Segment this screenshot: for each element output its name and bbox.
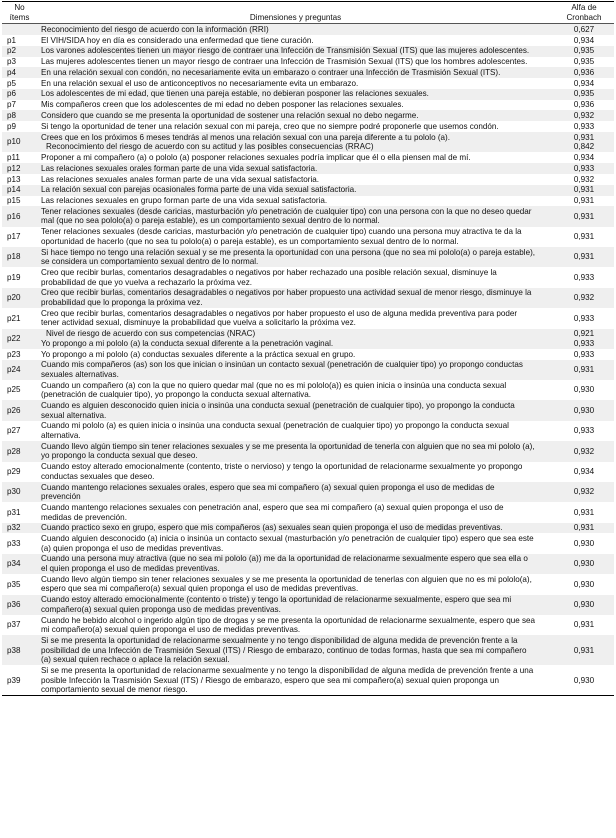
question-text: Considero que cuando se me presenta la oportunidad de sostener una relación sexual no debo negarme. <box>41 111 419 121</box>
question-text: Proponer a mi compañero (a) o pololo (a) posponer relaciones sexuales podría implicar que él o ella piensen mal de mí. <box>41 152 471 162</box>
item-alpha <box>554 462 614 482</box>
alpha-value: 0,931 <box>573 523 595 533</box>
item-question <box>37 110 554 121</box>
table-row <box>2 121 614 132</box>
table-row <box>2 35 614 46</box>
item-alpha <box>554 635 614 665</box>
item-alpha <box>554 482 614 502</box>
question-text: Cuando practico sexo en grupo, espero que mis compañeros (as) sexuales sean quien proponga el uso de medidas preventivas. <box>41 523 503 533</box>
question-text: Cuando alguien desconocido (a) inicia o insinúa un contacto sexual (masturbación y/o penetración de cualquier tipo) espero que sea este (a) quien proponga el uso de medidas preventivas. <box>41 534 534 553</box>
question-text: Las mujeres adolescentes tienen un mayor riesgo de contraer una Infección de Trasmisión Sexual (ITS) que los hombres adolescentes. <box>41 57 528 67</box>
alpha-value: 0,931 <box>573 645 595 655</box>
question-text: Tener relaciones sexuales (desde caricias, masturbación y/o penetración de cualquier tipo) con una persona con la que no deseo quedar mal (que no sea pololo(a) o pareja estable), es un comportamiento sexual dentro de lo normal. <box>41 206 532 226</box>
item-id: p30 <box>7 487 21 497</box>
header-items-line2: ítems <box>9 12 30 22</box>
item-question <box>37 380 554 400</box>
alpha-value: 0,931 <box>573 132 595 142</box>
item-id: p36 <box>7 599 21 609</box>
question-text: Cuando llevo algún tiempo sin tener relaciones sexuales y se me presenta la oportunidad de tenerlas con alguien que no es mi pololo(a), espero que sea mi compañero(a) sexual quien proponga el uso de medidas preventivas. <box>41 574 532 594</box>
alpha-value: 0,931 <box>573 196 595 206</box>
item-alpha <box>554 24 614 35</box>
table-header-row <box>2 2 614 24</box>
item-id: p15 <box>7 196 21 206</box>
item-alpha <box>554 152 614 163</box>
item-alpha <box>554 421 614 441</box>
question-text: Las relaciones sexuales en grupo forman parte de una vida sexual satisfactoria. <box>41 196 328 206</box>
table-row <box>2 78 614 89</box>
table-row <box>2 380 614 400</box>
item-question <box>37 267 554 287</box>
item-question <box>37 67 554 78</box>
alpha-value: 0,935 <box>573 46 595 56</box>
alpha-value: 0,931 <box>573 620 595 630</box>
question-text: Los varones adolescentes tienen un mayor riesgo de contraer una Infección de Transmisión Sexual (ITS) que las mujeres adolescentes. <box>41 46 530 56</box>
alpha-value: 0,933 <box>573 349 595 359</box>
item-question <box>37 502 554 522</box>
item-alpha <box>554 247 614 267</box>
question-text: Mis compañeros creen que los adolescentes de mi edad no deben posponer las relaciones sexuales. <box>41 100 404 110</box>
alpha-value: 0,933 <box>573 121 595 131</box>
item-alpha <box>554 288 614 308</box>
item-id: p35 <box>7 579 21 589</box>
alpha-value: 0,932 <box>573 174 595 184</box>
item-id: p38 <box>7 645 21 655</box>
item-alpha <box>554 533 614 553</box>
question-text: Si se me presenta la oportunidad de relacionarme sexualmente y no tengo disponibilidad de alguna medida de prevención frente a la posibilidad de una Infección de Trasmisión Sexual (ITS) / Riesgo de embarazo, continuo de todas formas, hasta que sea mi compañero (a) sexual quien rechace o aplace la relación sexual. <box>41 635 527 665</box>
dimension-title: Nivel de riesgo de acuerdo con sus competencias (NRAC) <box>46 329 256 339</box>
cronbach-alpha-table <box>2 1 614 696</box>
item-id: p19 <box>7 272 21 282</box>
alpha-value: 0,936 <box>573 67 595 77</box>
alpha-value: 0,930 <box>573 599 595 609</box>
table-row <box>2 462 614 482</box>
item-question <box>37 57 554 68</box>
item-alpha <box>554 185 614 196</box>
alpha-value: 0,933 <box>573 163 595 173</box>
item-id: p12 <box>7 163 21 173</box>
item-question <box>37 635 554 665</box>
question-text: La relación sexual con parejas ocasionales forma parte de una vida sexual satisfactoria. <box>41 185 357 195</box>
table-row <box>2 206 614 226</box>
item-alpha <box>554 57 614 68</box>
question-text: Si se me presenta la oportunidad de relacionarme sexualmente y no tengo la disponibilidad de alguna medida de prevención frente a una posible Infección la Trasmisión Sexual (ITS) / Riesgo de embarazo, espero que sea mi compañero(a) sexual quien proponga un comportamiento sexual de menor riesgo. <box>41 665 534 695</box>
item-id: p32 <box>7 523 21 533</box>
item-question <box>37 152 554 163</box>
table-row <box>2 267 614 287</box>
item-question <box>37 441 554 461</box>
item-alpha <box>554 349 614 360</box>
question-text: Crees que en los próximos 6 meses tendrás al menos una relación sexual con una pareja diferente a tu pololo (a). <box>41 132 450 142</box>
alpha-value: 0,930 <box>573 405 595 415</box>
item-alpha <box>554 574 614 594</box>
alpha-value: 0,931 <box>573 232 595 242</box>
item-id: p31 <box>7 507 21 517</box>
item-id: p29 <box>7 466 21 476</box>
item-alpha <box>554 121 614 132</box>
item-alpha <box>554 380 614 400</box>
alpha-value: 0,932 <box>573 293 595 303</box>
item-id: p28 <box>7 446 21 456</box>
header-alpha <box>554 2 614 24</box>
dimension-row <box>2 24 614 35</box>
dimension-alpha: 0,921 <box>573 329 595 339</box>
alpha-value: 0,931 <box>573 507 595 517</box>
table-row <box>2 196 614 207</box>
question-text: Cuando mantengo relaciones sexuales orales, espero que sea mi compañero (a) sexual quien proponga el uso de medidas de prevención <box>41 482 495 502</box>
item-id: p27 <box>7 426 21 436</box>
table-row <box>2 247 614 267</box>
question-text: Creo que recibir burlas, comentarios desagradables o negativos por haber propuesto el uso de alguna medida preventiva para poder tener actividad sexual, disminuye la probabilidad que vuelva a solicitarlo la próxima vez. <box>41 308 518 328</box>
item-alpha <box>554 502 614 522</box>
table-row <box>2 635 614 665</box>
item-alpha <box>554 110 614 121</box>
table-row <box>2 100 614 111</box>
table-row <box>2 554 614 574</box>
table-row <box>2 163 614 174</box>
item-alpha <box>554 67 614 78</box>
item-question <box>37 349 554 360</box>
item-id: p13 <box>7 174 21 184</box>
question-text: Cuando estoy alterado emocionalmente (contento o triste) y tengo la oportunidad de relacionarme sexualmente, espero que sea mi compañero(a) sexual quien proponga uso de medidas preventivas. <box>41 595 512 614</box>
question-text: El VIH/SIDA hoy en día es considerado una enfermedad que tiene curación. <box>41 35 314 45</box>
item-question <box>37 196 554 207</box>
table-row <box>2 329 614 349</box>
item-question <box>37 523 554 534</box>
item-question <box>37 533 554 553</box>
item-question <box>37 46 554 57</box>
question-text: Cuando es alguien desconocido quien inicia o insinúa una conducta sexual (penetración de cualquier tipo), yo propongo la conducta sexual alternativa. <box>41 401 515 420</box>
item-id: p18 <box>7 252 21 262</box>
item-alpha <box>554 267 614 287</box>
alpha-value: 0,931 <box>573 252 595 262</box>
question-text: Las relaciones sexuales orales forman parte de una vida sexual satisfactoria. <box>41 163 318 173</box>
item-id: p6 <box>7 89 17 99</box>
item-alpha <box>554 400 614 420</box>
question-text: Cuando he bebido alcohol o ingerido algún tipo de drogas y se me presenta la oportunidad de relacionarme sexualmente, espero que sea mi compañero(a) sexual quien proponga el uso de medidas preventivas. <box>41 615 536 635</box>
item-alpha <box>554 523 614 534</box>
item-alpha <box>554 360 614 380</box>
alpha-value: 0,936 <box>573 100 595 110</box>
question-text: Yo propongo a mi pololo (a) conductas sexuales diferente a la práctica sexual en grupo. <box>41 349 356 359</box>
item-id: p37 <box>7 620 21 630</box>
item-alpha <box>554 308 614 328</box>
question-text: Cuando una persona muy atractiva (que no sea mi pololo (a)) me da la oportunidad de relacionarme sexualmente espero que sea ella o el quien proponga el uso de medidas preventivas. <box>41 554 528 574</box>
item-question <box>37 132 554 152</box>
item-alpha <box>554 329 614 349</box>
item-question <box>37 421 554 441</box>
item-id: p1 <box>7 35 17 45</box>
alpha-value: 0,934 <box>573 35 595 45</box>
item-alpha <box>554 163 614 174</box>
item-id: p14 <box>7 185 21 195</box>
header-alpha-line1: Alfa de <box>571 3 597 12</box>
item-id: p26 <box>7 405 21 415</box>
question-text: Las relaciones sexuales anales forman parte de una vida sexual satisfactoria. <box>41 174 320 184</box>
table-row <box>2 595 614 615</box>
item-alpha <box>554 35 614 46</box>
item-alpha <box>554 206 614 226</box>
table-row <box>2 110 614 121</box>
table-row <box>2 523 614 534</box>
table-row <box>2 67 614 78</box>
item-alpha <box>554 46 614 57</box>
alpha-value: 0,934 <box>573 152 595 162</box>
header-items-line1: No <box>14 3 25 12</box>
item-id: p39 <box>7 675 21 685</box>
header-questions: Dimensiones y preguntas <box>249 12 342 22</box>
alpha-value: 0,933 <box>573 426 595 436</box>
table-row <box>2 400 614 420</box>
table-row <box>2 665 614 695</box>
item-id: p21 <box>7 313 21 323</box>
alpha-value: 0,935 <box>573 89 595 99</box>
item-id: p24 <box>7 365 21 375</box>
table-row <box>2 574 614 594</box>
question-text: Los adolescentes de mi edad, que tienen una pareja estable, no debieran posponer las relaciones sexuales. <box>41 89 429 99</box>
alpha-value: 0,932 <box>573 446 595 456</box>
item-alpha <box>554 132 614 152</box>
item-question <box>37 360 554 380</box>
item-question <box>37 174 554 185</box>
item-question <box>37 288 554 308</box>
question-text: Cuando estoy alterado emocionalmente (contento, triste o nervioso) y tengo la oportunidad de relacionarme sexualmente yo propongo conductas sexuales que deseo. <box>41 462 523 481</box>
item-alpha <box>554 615 614 635</box>
item-question <box>37 482 554 502</box>
item-alpha <box>554 89 614 100</box>
dimension-alpha: 0,627 <box>573 24 595 34</box>
alpha-value: 0,930 <box>573 579 595 589</box>
dimension-alpha: 0,842 <box>573 142 595 152</box>
alpha-value: 0,933 <box>573 313 595 323</box>
item-question <box>37 100 554 111</box>
question-text: Cuando mi pololo (a) es quien inicia o insinúa una conducta sexual (penetración de cualquier tipo) yo propongo la conducta sexual alternativa. <box>41 421 509 440</box>
dimension-title: Reconocimiento del riesgo de acuerdo con la información (RRI) <box>41 24 269 34</box>
alpha-value: 0,932 <box>573 111 595 121</box>
item-question <box>37 329 554 349</box>
item-question <box>37 462 554 482</box>
item-alpha <box>554 100 614 111</box>
table-row <box>2 132 614 152</box>
item-question <box>37 574 554 594</box>
header-items <box>2 2 37 24</box>
table-row <box>2 360 614 380</box>
table-row <box>2 482 614 502</box>
item-id: p7 <box>7 100 17 110</box>
table-row <box>2 615 614 635</box>
item-id <box>2 24 37 35</box>
alpha-value: 0,930 <box>573 538 595 548</box>
item-question <box>37 595 554 615</box>
item-id: p8 <box>7 111 17 121</box>
question-text: En una relación sexual el uso de anticonceptivos no necesariamente evita un embarazo. <box>41 78 359 88</box>
item-id: p9 <box>7 121 17 131</box>
question-text: Cuando un compañero (a) con la que no quiero quedar mal (que no es mi pololo(a)) es quien inicia o insinúa una conducta sexual (penetración de cualquier tipo), yo propongo la conducta sexual alternativa. <box>41 380 507 400</box>
table-row <box>2 89 614 100</box>
item-id: p33 <box>7 538 21 548</box>
item-question <box>37 247 554 267</box>
item-alpha <box>554 441 614 461</box>
header-alpha-line2: Cronbach <box>566 12 602 22</box>
item-id: p17 <box>7 232 21 242</box>
item-id: p11 <box>7 152 20 162</box>
item-alpha <box>554 227 614 247</box>
table-row <box>2 441 614 461</box>
table-row <box>2 533 614 553</box>
item-question <box>37 227 554 247</box>
item-question <box>37 554 554 574</box>
question-text: Cuando mis compañeros (as) son los que inician o insinúan un contacto sexual (penetración de cualquier tipo) yo propongo conductas sexuales alternativas. <box>41 360 523 379</box>
table-row <box>2 227 614 247</box>
table-row <box>2 57 614 68</box>
item-alpha <box>554 554 614 574</box>
table-row <box>2 502 614 522</box>
item-question <box>37 308 554 328</box>
item-id: p10 <box>7 137 21 147</box>
table-row <box>2 308 614 328</box>
item-alpha <box>554 595 614 615</box>
item-alpha <box>554 665 614 695</box>
item-question <box>37 400 554 420</box>
item-question <box>37 35 554 46</box>
alpha-value: 0,930 <box>573 385 595 395</box>
item-id: p16 <box>7 211 21 221</box>
table-row <box>2 349 614 360</box>
alpha-value: 0,933 <box>573 338 595 348</box>
table-row <box>2 185 614 196</box>
alpha-value: 0,933 <box>573 272 595 282</box>
item-id: p3 <box>7 57 17 67</box>
question-text: Tener relaciones sexuales (desde caricias, masturbación y/o penetración de cualquier tipo) cuando una persona muy atractiva te da la oportunidad de hacerlo (que no sea tu pololo(a) o pareja estable), es un comportamiento sexual dentro de lo normal. <box>41 227 522 246</box>
alpha-value: 0,930 <box>573 559 595 569</box>
item-id: p34 <box>7 559 21 569</box>
item-question <box>37 24 554 35</box>
alpha-value: 0,931 <box>573 185 595 195</box>
alpha-value: 0,931 <box>573 365 595 375</box>
table-row <box>2 174 614 185</box>
item-question <box>37 206 554 226</box>
item-id: p23 <box>7 349 21 359</box>
item-question <box>37 163 554 174</box>
item-id: p4 <box>7 67 17 77</box>
alpha-value: 0,934 <box>573 78 595 88</box>
item-id: p22 <box>7 333 21 343</box>
table-row <box>2 288 614 308</box>
item-question <box>37 615 554 635</box>
table-row <box>2 152 614 163</box>
table-row <box>2 421 614 441</box>
item-id: p25 <box>7 385 21 395</box>
question-text: Cuando mantengo relaciones sexuales con penetración anal, espero que sea mi compañero (a) sexual quien proponga el uso de medidas de prevención. <box>41 502 504 522</box>
question-text: Cuando llevo algún tiempo sin tener relaciones sexuales y se me presenta la oportunidad de tenerla con alguien que no sea mi pololo (a), yo propongo la conducta sexual que deseo. <box>41 441 535 461</box>
item-id: p5 <box>7 78 17 88</box>
alpha-value: 0,934 <box>573 466 595 476</box>
item-question <box>37 121 554 132</box>
question-text: Yo propongo a mi pololo (a) la conducta sexual diferente a la penetración vaginal. <box>41 338 334 348</box>
dimension-title: Reconocimiento del riesgo de acuerdo con su actitud y las posibles consecuencias (RRAC) <box>46 142 374 152</box>
item-question <box>37 89 554 100</box>
question-text: Creo que recibir burlas, comentarios desagradables o negativos por haber rechazado una posible relación sexual, disminuye la probabilidad de que yo vuelva a rechazarlo la próxima vez. <box>41 268 497 287</box>
item-question <box>37 665 554 695</box>
question-text: Creo que recibir burlas, comentarios desagradables o negativos por haber propuesto una actividad sexual de menor riesgo, disminuye la probabilidad que lo proponga la próxima vez. <box>41 288 532 307</box>
question-text: Si hace tiempo no tengo una relación sexual y se me presenta la oportunidad con una persona (que no sea mi pololo(a) o pareja estable), se considera un comportamiento sexual dentro de lo normal. <box>41 247 536 267</box>
alpha-value: 0,931 <box>573 211 595 221</box>
table-body <box>2 24 614 696</box>
alpha-value: 0,930 <box>573 675 595 685</box>
question-text: En una relación sexual con condón, no necesariamente evita un embarazo o contraer una Infección de Trasmisión Sexual (ITS). <box>41 67 501 77</box>
item-alpha <box>554 174 614 185</box>
item-question <box>37 185 554 196</box>
item-id: p20 <box>7 293 21 303</box>
item-question <box>37 78 554 89</box>
table-row <box>2 46 614 57</box>
item-id: p2 <box>7 46 17 56</box>
alpha-value: 0,932 <box>573 487 595 497</box>
question-text: Si tengo la oportunidad de tener una relación sexual con mi pareja, creo que no siempre podré proponerle que usemos condón. <box>41 121 499 131</box>
alpha-value: 0,935 <box>573 57 595 67</box>
item-alpha <box>554 196 614 207</box>
item-alpha <box>554 78 614 89</box>
